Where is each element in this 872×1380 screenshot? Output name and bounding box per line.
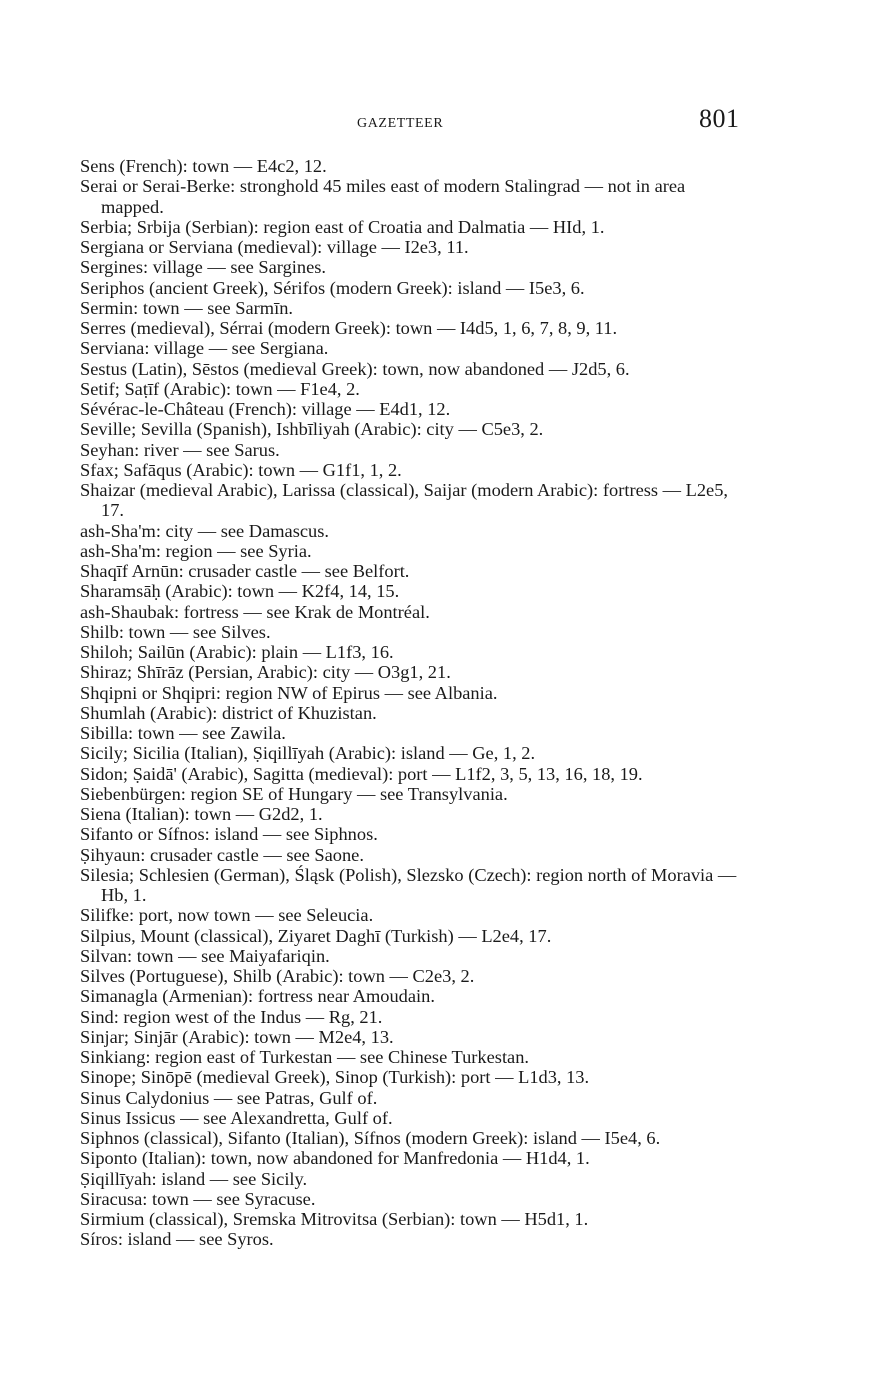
gazetteer-entry: Silves (Portuguese), Shilb (Arabic): town — C2e3, 2. — [80, 966, 475, 986]
gazetteer-entry: Seville; Sevilla (Spanish), Ishbīliyah (Arabic): city — C5e3, 2. — [80, 419, 544, 440]
gazetteer-entry: Siebenbürgen: region SE of Hungary — see Transylvania. — [80, 783, 508, 804]
gazetteer-entry: Sinkiang: region east of Turkestan — see Chinese Turkestan. — [80, 1047, 530, 1067]
gazetteer-entry: Seriphos (ancient Greek), Sérifos (modern Greek): island — I5e3, 6. — [80, 277, 585, 298]
gazetteer-entries — [80, 156, 746, 1250]
gazetteer-entry: Sinus Issicus — see Alexandretta, Gulf of. — [80, 1107, 393, 1128]
gazetteer-entry: Shilb: town — see Silves. — [80, 621, 271, 642]
gazetteer-entry: Sergines: village — see Sargines. — [80, 257, 327, 278]
gazetteer-entry: ash-Sha'm: region — see Syria. — [80, 540, 312, 561]
gazetteer-entry: Silpius, Mount (classical), Ziyaret Daghī (Turkish) — L2e4, 17. — [80, 925, 552, 946]
gazetteer-entry: Sinus Calydonius — see Patras, Gulf of. — [80, 1087, 378, 1108]
gazetteer-entry: Sfax; Safāqus (Arabic): town — G1f1, 1, 2. — [80, 459, 402, 480]
gazetteer-entry: Sens (French): town — E4c2, 12. — [80, 156, 327, 176]
gazetteer-entry: Serviana: village — see Sergiana. — [80, 338, 329, 359]
gazetteer-entry: Shaizar (medieval Arabic), Larissa (classical), Saijar (modern Arabic): fortress — L2e5, 17. — [80, 480, 729, 521]
gazetteer-entry: Setif; Saṭīf (Arabic): town — F1e4, 2. — [80, 378, 360, 399]
gazetteer-entry: Silvan: town — see Maiyafariqin. — [80, 945, 330, 966]
gazetteer-entry: Shaqīf Arnūn: crusader castle — see Belfort. — [80, 561, 410, 581]
gazetteer-entry: Simanagla (Armenian): fortress near Amoudain. — [80, 986, 435, 1007]
gazetteer-entry: Sibilla: town — see Zawila. — [80, 723, 286, 743]
gazetteer-entry: Síros: island — see Syros. — [80, 1229, 274, 1250]
gazetteer-entry: Seyhan: river — see Sarus. — [80, 439, 280, 460]
gazetteer-entry: Sestus (Latin), Sēstos (medieval Greek): town, now abandoned — J2d5, 6. — [80, 358, 630, 379]
gazetteer-entry: Serres (medieval), Sérrai (modern Greek): town — I4d5, 1, 6, 7, 8, 9, 11. — [80, 318, 618, 338]
gazetteer-entry: Shumlah (Arabic): district of Khuzistan. — [80, 702, 377, 723]
gazetteer-entry: Sidon; Ṣaidā' (Arabic), Sagitta (medieval): port — L1f2, 3, 5, 13, 16, 18, 19. — [80, 763, 643, 784]
gazetteer-entry: Sermin: town — see Sarmīn. — [80, 297, 294, 318]
gazetteer-entry: Siena (Italian): town — G2d2, 1. — [80, 804, 323, 824]
gazetteer-entry: ash-Shaubak: fortress — see Krak de Montréal. — [80, 601, 430, 622]
gazetteer-entry: Serai or Serai-Berke: stronghold 45 miles east of modern Stalingrad — not in area mapped. — [80, 176, 686, 217]
gazetteer-entry: Shiraz; Shīrāz (Persian, Arabic): city — O3g1, 21. — [80, 662, 451, 683]
gazetteer-entry: Sergiana or Serviana (medieval): village — I2e3, 11. — [80, 237, 469, 257]
gazetteer-entry: Silesia; Schlesien (German), Śląsk (Polish), Slezsko (Czech): region north of Moravia — Hb, 1. — [80, 864, 737, 905]
gazetteer-entry: Silifke: port, now town — see Seleucia. — [80, 905, 374, 926]
page-number: 801 — [699, 104, 740, 133]
gazetteer-entry: Siphnos (classical), Sifanto (Italian), Sífnos (modern Greek): island — I5e4, 6. — [80, 1128, 661, 1148]
gazetteer-entry: Sharamsāḥ (Arabic): town — K2f4, 14, 15. — [80, 581, 400, 602]
gazetteer-entry: Ṣihyaun: crusader castle — see Saone. — [80, 844, 364, 865]
gazetteer-entry: Siponto (Italian): town, now abandoned for Manfredonia — H1d4, 1. — [80, 1148, 590, 1169]
gazetteer-entry: Sind: region west of the Indus — Rg, 21. — [80, 1006, 383, 1027]
gazetteer-entry: Sinope; Sinōpē (medieval Greek), Sinop (Turkish): port — L1d3, 13. — [80, 1067, 590, 1088]
gazetteer-entry: Sinjar; Sinjār (Arabic): town — M2e4, 13. — [80, 1026, 394, 1047]
gazetteer-entry: ash-Sha'm: city — see Damascus. — [80, 520, 329, 541]
gazetteer-entry: Sifanto or Sífnos: island — see Siphnos. — [80, 824, 378, 845]
gazetteer-entry: Sirmium (classical), Sremska Mitrovitsa (Serbian): town — H5d1, 1. — [80, 1209, 589, 1229]
running-head: GAZETTEER — [357, 116, 444, 131]
gazetteer-entry: Shqipni or Shqipri: region NW of Epirus — see Albania. — [80, 682, 498, 703]
gazetteer-entry: Sévérac-le-Château (French): village — E4d1, 12. — [80, 399, 451, 419]
gazetteer-entry: Siracusa: town — see Syracuse. — [80, 1188, 316, 1209]
gazetteer-entry: Serbia; Srbija (Serbian): region east of Croatia and Dalmatia — HId, 1. — [80, 216, 605, 237]
gazetteer-entry: Shiloh; Sailūn (Arabic): plain — L1f3, 16. — [80, 642, 394, 662]
gazetteer-entry: Ṣiqillīyah: island — see Sicily. — [80, 1168, 308, 1189]
gazetteer-entry: Sicily; Sicilia (Italian), Ṣiqillīyah (Arabic): island — Ge, 1, 2. — [80, 743, 536, 764]
